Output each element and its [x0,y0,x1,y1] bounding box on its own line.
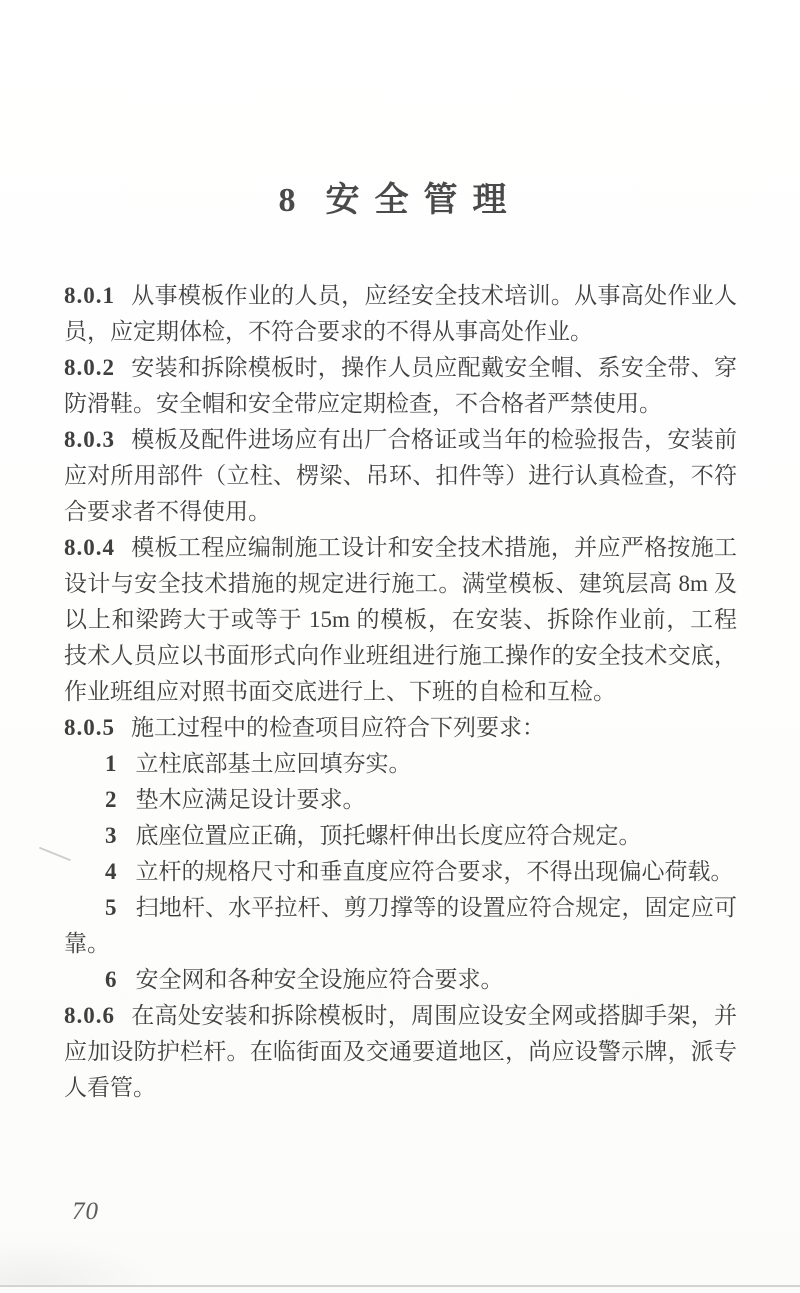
section-text: 施工过程中的检查项目应符合下列要求： [131,715,545,740]
page-edge-line [0,1285,800,1287]
list-item-text: 立柱底部基土应回填夯实。 [135,751,412,776]
document-body [64,278,737,1106]
section-8-0-2 [64,350,737,422]
section-number: 8.0.1 [64,283,115,308]
list-item-number: 4 [105,859,117,884]
page-number: 70 [72,1198,99,1225]
section-number: 8.0.6 [64,1003,115,1028]
list-item-text: 垫木应满足设计要求。 [135,787,366,812]
list-item-4 [64,854,737,890]
list-item-text: 安全网和各种安全设施应符合要求。 [135,967,504,992]
chapter-number: 8 [278,182,296,219]
section-number: 8.0.5 [64,715,115,740]
section-8-0-5 [64,710,737,746]
list-item-text: 底座位置应正确，顶托螺杆伸出长度应符合规定。 [135,823,642,848]
section-8-0-4 [64,530,737,710]
section-8-0-3 [64,422,737,530]
section-text: 模板及配件进场应有出厂合格证或当年的检验报告，安装前应对所用部件（立柱、楞梁、吊环、扣件等）进行认真检查，不符合要求者不得使用。 [64,427,737,524]
list-item-5 [64,890,737,962]
list-item-number: 3 [105,823,117,848]
list-item-2 [64,782,737,818]
list-item-text: 扫地杆、水平拉杆、剪刀撑等的设置应符合规定，固定应可靠。 [64,895,737,956]
section-number: 8.0.3 [64,427,115,452]
list-item-text: 立杆的规格尺寸和垂直度应符合要求，不得出现偏心荷载。 [135,859,734,884]
list-item-3 [64,818,737,854]
list-item-number: 5 [105,895,117,920]
section-number: 8.0.4 [64,535,115,560]
list-item-number: 2 [105,787,117,812]
list-item-6 [64,962,737,998]
corner-smudge [0,1240,160,1285]
section-text: 模板工程应编制施工设计和安全技术措施，并应严格按施工设计与安全技术措施的规定进行施工。满堂模板、建筑层高 8m 及以上和梁跨大于或等于 15m 的模板，在安装、拆除作业前，工程技术人员应以书面形式向作业班组进行施工操作的安全技术交底，作业班组应对照书面交底进行上、下班的自检和互检。 [64,535,737,704]
chapter-title [0,178,800,224]
section-8-0-1 [64,278,737,350]
section-text: 安装和拆除模板时，操作人员应配戴安全帽、系安全带、穿防滑鞋。安全帽和安全带应定期检查，不合格者严禁使用。 [64,355,737,416]
section-text: 在高处安装和拆除模板时，周围应设安全网或搭脚手架，并应加设防护栏杆。在临街面及交通要道地区，尚应设警示牌，派专人看管。 [64,1003,737,1100]
section-8-0-6 [64,998,737,1106]
list-item-1 [64,746,737,782]
list-item-number: 1 [105,751,117,776]
list-item-number: 6 [105,967,117,992]
chapter-title-text: 安全管理 [325,182,522,219]
section-number: 8.0.2 [64,355,115,380]
section-text: 从事模板作业的人员，应经安全技术培训。从事高处作业人员，应定期体检，不符合要求的不得从事高处作业。 [64,283,737,344]
